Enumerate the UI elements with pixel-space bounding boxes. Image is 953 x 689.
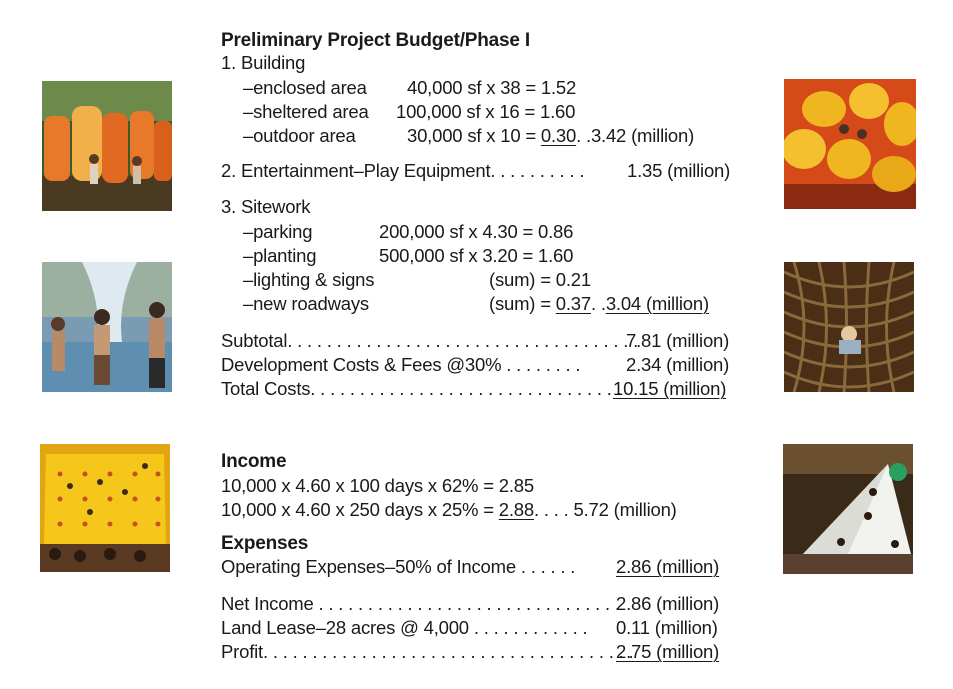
outdoor-area-value: 0.30 (540, 125, 577, 146)
photo-white-pyramid (783, 444, 913, 574)
income-total: . . . . 5.72 (million) (534, 499, 677, 520)
income-line-2 (221, 499, 677, 521)
income-line-2-value: 2.88 (498, 499, 534, 520)
entertainment-label: 2. Entertainment–Play Equipment. . . . . . . . . . (221, 160, 585, 181)
entertainment-total: 1.35 (million) (627, 160, 731, 181)
lighting-calc: (sum) = 0.21 (489, 269, 591, 290)
sitework-total: 3.04 (million) (605, 293, 709, 314)
building-total: . .3.42 (million) (576, 125, 695, 146)
parking-calc: 200,000 sf x 4.30 = 0.86 (379, 221, 574, 242)
outdoor-area-calc-expr: 30,000 sf x 10 = (407, 125, 541, 146)
outdoor-area-calc (407, 125, 694, 147)
expenses-heading: Expenses (221, 533, 309, 554)
sitework-heading: 3. Sitework (221, 196, 311, 217)
roadways-label: –new roadways (243, 293, 369, 314)
profit-value: 2.75 (million) (616, 641, 720, 662)
land-lease-label: Land Lease–28 acres @ 4,000 . . . . . . . . . . . . (221, 617, 588, 638)
sitework-dots: . . (590, 293, 606, 314)
subtotal-value: 7.81 (million) (626, 330, 730, 351)
photo-inflatable-cylinders (42, 81, 172, 211)
net-income-label: Net Income . . . . . . . . . . . . . . . . . . . . . . . . . . . . . . . (221, 593, 620, 614)
net-income-value: 2.86 (million) (616, 593, 720, 614)
planting-calc: 500,000 sf x 3.20 = 1.60 (379, 245, 574, 266)
land-lease-value: 0.11 (million) (616, 617, 718, 638)
roadways-calc-expr: (sum) = (489, 293, 556, 314)
photo-water-play (42, 262, 172, 392)
building-heading: 1. Building (221, 52, 306, 73)
dev-costs-label: Development Costs & Fees @30% . . . . . . . . (221, 354, 581, 375)
parking-label: –parking (243, 221, 313, 242)
profit-label: Profit. . . . . . . . . . . . . . . . . . . . . . . . . . . . . . . . . . . . . . (221, 641, 634, 662)
enclosed-area-calc: 40,000 sf x 38 = 1.52 (407, 77, 577, 98)
outdoor-area-label: –outdoor area (243, 125, 356, 146)
total-costs-value: 10.15 (million) (613, 378, 727, 399)
sheltered-area-calc: 100,000 sf x 16 = 1.60 (396, 101, 576, 122)
subtotal-label: Subtotal. . . . . . . . . . . . . . . . . . . . . . . . . . . . . . . . . . . . (221, 330, 639, 351)
planting-label: –planting (243, 245, 317, 266)
photo-yellow-cushion (40, 444, 170, 572)
roadways-calc (489, 293, 709, 315)
sheltered-area-label: –sheltered area (243, 101, 369, 122)
dev-costs-value: 2.34 (million) (626, 354, 730, 375)
budget-title: Preliminary Project Budget/Phase I (221, 30, 530, 51)
photo-rope-net (784, 262, 914, 392)
total-costs-label: Total Costs. . . . . . . . . . . . . . . . . . . . . . . . . . . . . . . . (221, 378, 622, 399)
income-line-2-expr: 10,000 x 4.60 x 250 days x 25% = (221, 499, 499, 520)
operating-expenses-label: Operating Expenses–50% of Income . . . . . . (221, 556, 576, 577)
income-heading: Income (221, 451, 287, 472)
income-line-1: 10,000 x 4.60 x 100 days x 62% = 2.85 (221, 475, 534, 496)
lighting-label: –lighting & signs (243, 269, 375, 290)
photo-yellow-pillows (784, 79, 916, 209)
operating-expenses-value: 2.86 (million) (616, 556, 720, 577)
enclosed-area-label: –enclosed area (243, 77, 367, 98)
roadways-value: 0.37 (555, 293, 591, 314)
